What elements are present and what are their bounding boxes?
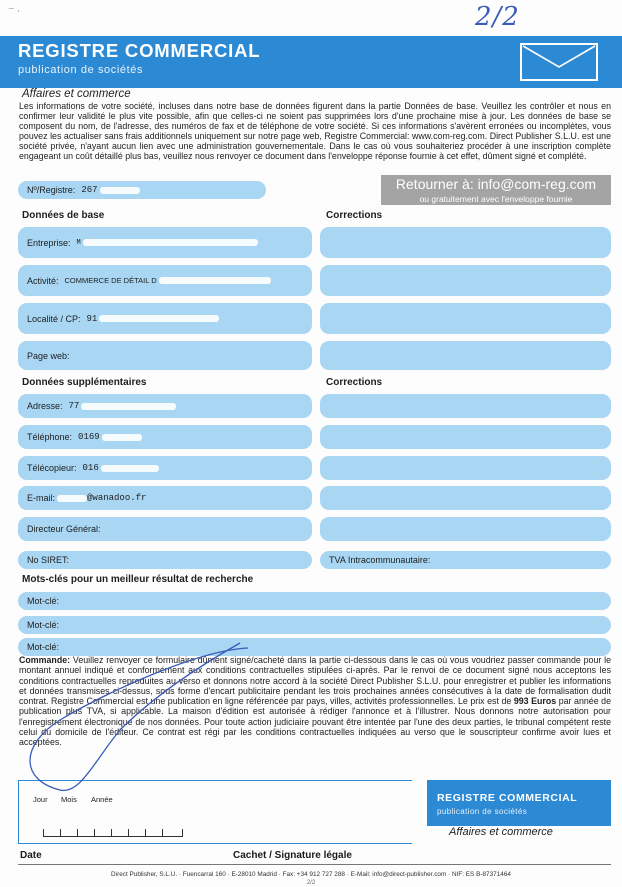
envelope-icon	[520, 43, 598, 81]
entreprise-correction-field[interactable]	[320, 227, 611, 258]
header-title: REGISTRE COMMERCIAL	[18, 40, 261, 61]
section-title: Affaires et commerce	[22, 88, 131, 100]
redaction-mask	[83, 239, 258, 246]
siret-label: No SIRET:	[27, 555, 70, 565]
activite-field[interactable]	[18, 265, 312, 296]
localite-correction-field[interactable]	[320, 303, 611, 334]
return-address-box	[381, 175, 611, 205]
keyword-label: Mot-clé:	[27, 620, 60, 630]
page-web-label: Page web:	[27, 350, 70, 361]
brand-subtitle: publication de sociétés	[437, 807, 528, 816]
registre-value: 267	[81, 185, 98, 195]
order-paragraph	[19, 655, 611, 748]
supplementary-data-heading: Données supplémentaires	[22, 377, 147, 388]
email-correction-field[interactable]	[320, 486, 611, 510]
entreprise-label: Entreprise:	[27, 237, 71, 248]
brand-title: REGISTRE COMMERCIAL	[437, 792, 578, 804]
telephone-label: Téléphone:	[27, 432, 73, 442]
localite-value: 91	[86, 313, 98, 324]
telecopieur-label: Télécopieur:	[27, 463, 77, 473]
entreprise-value: M	[76, 238, 81, 247]
siret-field[interactable]	[18, 551, 312, 569]
telephone-field[interactable]	[18, 425, 312, 449]
redaction-mask	[102, 434, 142, 441]
registre-label: Nº/Registre:	[27, 185, 76, 195]
telecopieur-field[interactable]	[18, 456, 312, 480]
corrections-heading: Corrections	[326, 210, 383, 221]
redaction-mask	[100, 187, 140, 194]
redaction-mask	[101, 465, 159, 472]
brand-tagline: Affaires et commerce	[449, 826, 553, 838]
adresse-label: Adresse:	[27, 401, 63, 411]
corrections-heading-2: Corrections	[326, 377, 383, 388]
keyword-field-1[interactable]	[18, 592, 611, 610]
telephone-correction-field[interactable]	[320, 425, 611, 449]
keyword-field-3[interactable]	[18, 638, 611, 656]
return-envelope-note: ou gratuitement avec l'enveloppe fournie	[419, 194, 573, 204]
telecopieur-value: 016	[82, 463, 99, 473]
order-price: 993 Euros	[513, 696, 557, 707]
tva-field[interactable]	[320, 551, 611, 569]
company-footer: Direct Publisher, S.L.U. · Fuencarral 160 · E-28010 Madrid · Fax: +34 912 727 288 · E-Mail: info@direct-publisher.com · NIF: ES B-87371464	[111, 871, 511, 878]
page-web-field[interactable]	[18, 341, 312, 370]
directeur-correction-field[interactable]	[320, 517, 611, 541]
registre-field[interactable]	[18, 181, 266, 199]
date-entry-boxes[interactable]	[43, 825, 183, 837]
email-label: E-mail:	[27, 493, 56, 503]
year-label: Année	[91, 795, 113, 804]
adresse-correction-field[interactable]	[320, 394, 611, 418]
email-field[interactable]	[18, 486, 312, 510]
page-web-correction-field[interactable]	[320, 341, 611, 370]
order-text-2: par année de publication plus TVA, si applicable. La maison d'édition est autorisée à rédiger l'annonce et à l'illustrer. Nous donnons notre autorisation pour l'enregistrement électronique de nos données. Pour toute action judiciaire pouvant être intentée par l'une des deux parties, le tribunal compétent reste celui du domicile de l'éditeur. Ce contrat est régi par les conditions contractuelles indiquées au verso que le souscripteur confirme avoir lues et acceptées.	[19, 696, 611, 748]
month-label: Mois	[61, 795, 77, 804]
entreprise-field[interactable]	[18, 227, 312, 258]
pen-scribble: ~ ,	[8, 4, 20, 13]
day-label: Jour	[33, 795, 48, 804]
adresse-value: 77	[68, 401, 80, 411]
activite-correction-field[interactable]	[320, 265, 611, 296]
keyword-label: Mot-clé:	[27, 642, 60, 652]
directeur-field[interactable]	[18, 517, 312, 541]
intro-paragraph: Les informations de votre société, incluses dans notre base de données figurent dans la partie Données de base. Veuillez les contrôler et nous en confirmer leur validité le plus vite possible, afin que celles-ci ne soient pas supprimées lors d'une prochaine mise à jour. Les données de base se composent du nom, de l'adresse, des numéros de fax et de téléphone de votre société. Si ces informations s'avèrent erronées ou incomplètes, vous pouvez les actualiser sans frais additionnels uniquement sur notre page web, Registre Commercial: www.com-reg.com. Direct Publisher S.L.U. est une société privée, n'ayant aucun lien avec une administration gouvernementale. Dans le cas où vous souhaiteriez procéder à une inscription complète engageant un coût détaillé plus bas, veuillez nous renvoyer ce document dans l'enveloppe réponse fournie à cet effet, dûment signé et complété.	[19, 101, 611, 162]
redaction-mask	[99, 315, 219, 322]
signature-footer-label: Cachet / Signature légale	[233, 850, 352, 861]
printed-page-number: 2/2	[306, 880, 316, 886]
tva-label: TVA Intracommunautaire:	[329, 555, 431, 565]
keywords-heading: Mots-clés pour un meilleur résultat de recherche	[22, 574, 254, 585]
base-data-heading: Données de base	[22, 210, 105, 221]
date-footer-label: Date	[20, 850, 42, 861]
header-subtitle: publication de sociétés	[18, 64, 144, 76]
keyword-label: Mot-clé:	[27, 596, 60, 606]
localite-label: Localité / CP:	[27, 313, 81, 324]
handwritten-page-number: 2/2	[475, 2, 520, 32]
brand-box	[427, 780, 611, 826]
footer-divider	[18, 864, 611, 865]
header-banner	[0, 36, 622, 88]
signature-box[interactable]	[18, 780, 412, 844]
localite-field[interactable]	[18, 303, 312, 334]
order-text-1: Veuillez renvoyer ce formulaire dûment signé/cacheté dans la partie ci-dessous dans le cas où vous voudriez passer commande pour le montant annuel indiqué et conformément aux conditions contractuelles stipulées ci-après. Par le renvoi de ce document signé nous acceptons les conditions contractuelles reproduites au verso et donnons notre accord à la société Direct Publisher S.L.U. pour enregistrer et publier les informations et données transmises ci-dessus, sous forme d'encart publicitaire pendant les trois prochaines années consécutives à la date de formalisation dudit contrat. Registre Commercial est une publication en ligne référencée par pays, villes, activités professionnelles. Le prix est de	[19, 655, 611, 707]
return-email: Retourner à: info@com-reg.com	[395, 176, 597, 192]
activite-value: COMMERCE DE DÉTAIL D	[64, 276, 157, 285]
keyword-field-2[interactable]	[18, 616, 611, 634]
telephone-value: 0169	[78, 432, 100, 442]
telecopieur-correction-field[interactable]	[320, 456, 611, 480]
redaction-mask	[57, 495, 87, 502]
order-lead: Commande:	[19, 655, 71, 665]
redaction-mask	[81, 403, 176, 410]
activite-label: Activité:	[27, 275, 59, 286]
redaction-mask	[159, 277, 271, 284]
email-value: @wanadoo.fr	[87, 493, 147, 503]
adresse-field[interactable]	[18, 394, 312, 418]
directeur-label: Directeur Général:	[27, 524, 101, 534]
